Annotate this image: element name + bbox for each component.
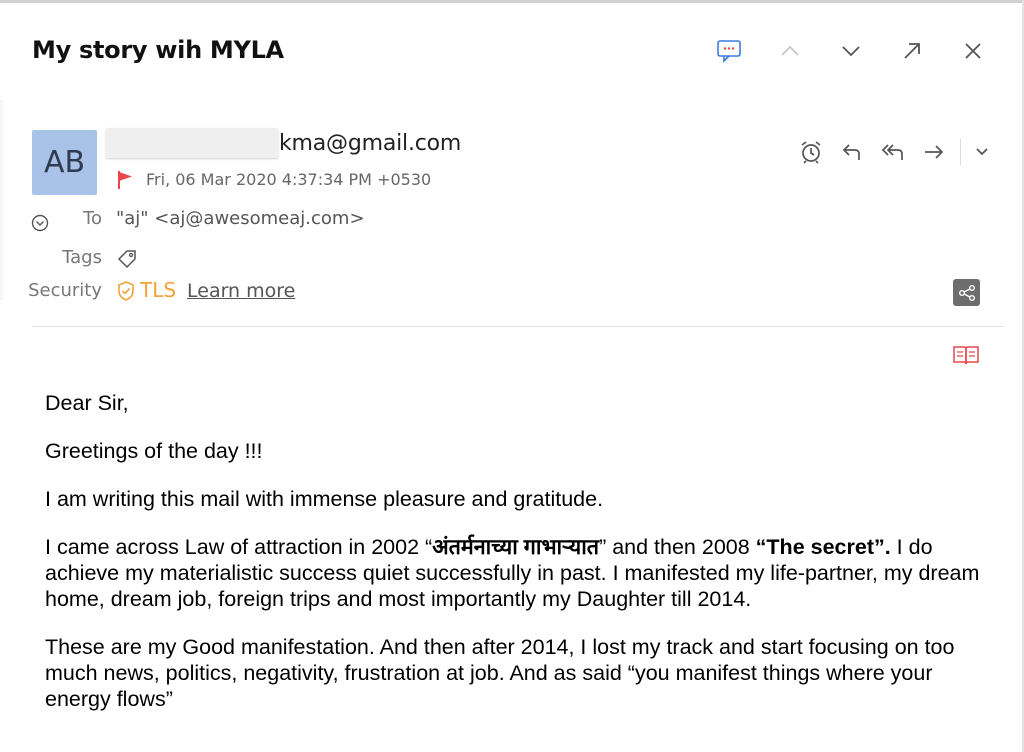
body-text: I came across Law of attraction in 2002 “ bbox=[45, 535, 433, 559]
comment-icon[interactable] bbox=[714, 36, 744, 66]
tags-label: Tags bbox=[62, 247, 102, 268]
header-divider bbox=[32, 326, 1004, 327]
flag-icon[interactable] bbox=[116, 170, 134, 195]
top-actions bbox=[714, 36, 988, 66]
reading-mode-icon[interactable] bbox=[952, 344, 980, 371]
share-icon bbox=[958, 284, 976, 302]
reply-all-icon[interactable] bbox=[878, 137, 908, 167]
chevron-down-icon[interactable] bbox=[836, 36, 866, 66]
popout-icon[interactable] bbox=[897, 36, 927, 66]
email-subject: My story wih MYLA bbox=[32, 36, 284, 64]
tag-icon[interactable] bbox=[117, 249, 137, 274]
message-actions bbox=[796, 137, 1008, 167]
body-paragraph: I am writing this mail with immense pleasure and gratitude. bbox=[45, 487, 604, 511]
share-button[interactable] bbox=[953, 279, 980, 306]
marathi-book-title: अंतर्मनाच्या गाभाऱ्यात bbox=[432, 535, 600, 559]
security-label: Security bbox=[28, 280, 102, 301]
body-paragraph bbox=[45, 534, 997, 612]
sender-email[interactable]: kma@gmail.com bbox=[279, 131, 462, 156]
reply-icon[interactable] bbox=[837, 137, 867, 167]
more-dropdown-icon[interactable] bbox=[967, 137, 997, 167]
email-body bbox=[45, 390, 997, 734]
chevron-up-icon[interactable] bbox=[775, 36, 805, 66]
body-paragraph: These are my Good manifestation. And then after 2014, I lost my track and start focusing on too much news, politics, negativity, frustration at job. And as said “you manifest things where your energy flows” bbox=[45, 635, 955, 711]
window-top-border bbox=[0, 0, 1024, 3]
recipient-address[interactable]: "aj" <aj@awesomeaj.com> bbox=[116, 208, 365, 229]
tls-badge: TLS bbox=[140, 278, 177, 302]
body-paragraph: Dear Sir, bbox=[45, 391, 129, 415]
reminder-icon[interactable] bbox=[796, 137, 826, 167]
shield-icon bbox=[117, 281, 135, 306]
expand-details-icon[interactable] bbox=[30, 213, 50, 238]
book-title-the-secret: “The secret”. bbox=[755, 535, 891, 559]
learn-more-link[interactable]: Learn more bbox=[187, 280, 296, 302]
action-separator bbox=[960, 139, 961, 165]
body-text: I do achieve my materialistic success quiet successfully in past. I manifested my life-partner, my dream home, dream job, foreign trips and most importantly my Daughter till 2014. bbox=[45, 535, 980, 611]
avatar: AB bbox=[32, 130, 97, 195]
forward-icon[interactable] bbox=[919, 137, 949, 167]
sender-name-redacted bbox=[106, 128, 278, 158]
email-date: Fri, 06 Mar 2020 4:37:34 PM +0530 bbox=[146, 170, 432, 189]
close-icon[interactable] bbox=[958, 36, 988, 66]
body-text: ” and then 2008 bbox=[599, 535, 756, 559]
body-paragraph: Greetings of the day !!! bbox=[45, 439, 263, 463]
to-label: To bbox=[83, 208, 102, 229]
window-left-border bbox=[0, 100, 3, 300]
